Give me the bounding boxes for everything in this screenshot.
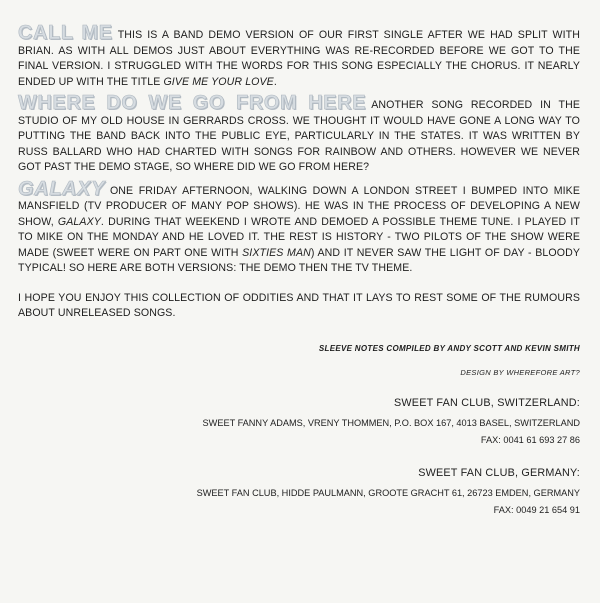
section-text: ) AND IT NEVER SAW THE LIGHT OF DAY - BLOODY TYPICAL! SO HERE ARE BOTH VERSIONS: THE DEMO THEN THE TV THEME. — [18, 246, 580, 274]
fan-club-address: SWEET FANNY ADAMS, VRENY THOMMEN, P.O. BOX 167, 4013 BASEL, SWITZERLAND — [202, 417, 580, 428]
section-heading-galaxy: GALAXY — [18, 177, 105, 200]
fan-club-germany — [18, 467, 580, 515]
section-call-me — [18, 22, 581, 90]
design-credit: DESIGN BY WHEREFORE ART? — [460, 367, 580, 377]
fan-club-name: SWEET FAN CLUB, GERMANY: — [418, 466, 580, 479]
section-where-do-we-go — [18, 92, 580, 176]
fan-club-fax: FAX: 0041 61 693 27 86 — [480, 434, 580, 445]
closing-paragraph: I HOPE YOU ENJOY THIS COLLECTION OF ODDITIES AND THAT IT LAYS TO REST SOME OF THE RUMOURS ABOUT UNRELEASED SONGS. — [18, 291, 580, 319]
section-text: . DURING THAT WEEKEND I WROTE AND DEMOED A POSSIBLE THEME TUNE. I PLAYED IT TO MIKE ON THE MONDAY AND HE LOVED IT. THE REST IS HISTORY - TWO PILOTS OF THE SHOW WERE MADE (SWEET WERE ON PART ONE WITH — [18, 215, 580, 259]
section-text: ONE FRIDAY AFTERNOON, WALKING DOWN A LONDON STREET I BUMPED INTO MIKE MANSFIELD (TV PRODUCER OF MANY POP SHOWS). HE WAS IN THE PROCESS OF DEVELOPING A NEW SHOW, — [18, 184, 580, 228]
section-text-end: . — [273, 75, 277, 88]
section-galaxy — [18, 177, 580, 277]
song-title-italic: GIVE ME YOUR LOVE — [163, 75, 274, 88]
section-heading-call-me: CALL ME — [18, 22, 113, 44]
fan-club-address: SWEET FAN CLUB, HIDDE PAULMANN, GROOTE GRACHT 61, 26723 EMDEN, GERMANY — [196, 487, 580, 498]
section-heading-where-do-we-go: WHERE DO WE GO FROM HERE — [18, 92, 367, 114]
fan-club-switzerland — [18, 397, 580, 445]
show-title-italic: GALAXY — [57, 215, 101, 228]
section-text: ANOTHER SONG RECORDED IN THE STUDIO OF MY OLD HOUSE IN GERRARDS CROSS. WE THOUGHT IT WOULD HAVE GONE A LONG WAY TO PUTTING THE BAND BACK INTO THE PUBLIC EYE, PARTICULARLY IN THE STATES. IT WAS WRITTEN BY RUSS BALLARD WHO HAD CHARTED WITH SONGS FOR RAINBOW AND OTHERS. HOWEVER WE NEVER GOT PAST THE DEMO STAGE, SO WHERE DID WE GO FROM HERE? — [18, 99, 580, 173]
episode-title-italic: SIXTIES MAN — [242, 246, 311, 259]
fan-club-fax: FAX: 0049 21 654 91 — [493, 504, 580, 515]
fan-club-name: SWEET FAN CLUB, SWITZERLAND: — [394, 396, 580, 409]
section-text: THIS IS A BAND DEMO VERSION OF OUR FIRST SINGLE AFTER WE HAD SPLIT WITH BRIAN. AS WITH ALL DEMOS JUST ABOUT EVERYTHING WAS RE-RECORDED BEFORE WE GOT TO THE FINAL VERSION. I STRUGGLED WITH THE WORDS FOR THIS SONG ESPECIALLY THE CHORUS. IT NEARLY ENDED UP WITH THE TITLE — [18, 29, 581, 88]
compiled-by-credit: SLEEVE NOTES COMPILED BY ANDY SCOTT AND KEVIN SMITH — [318, 343, 580, 353]
